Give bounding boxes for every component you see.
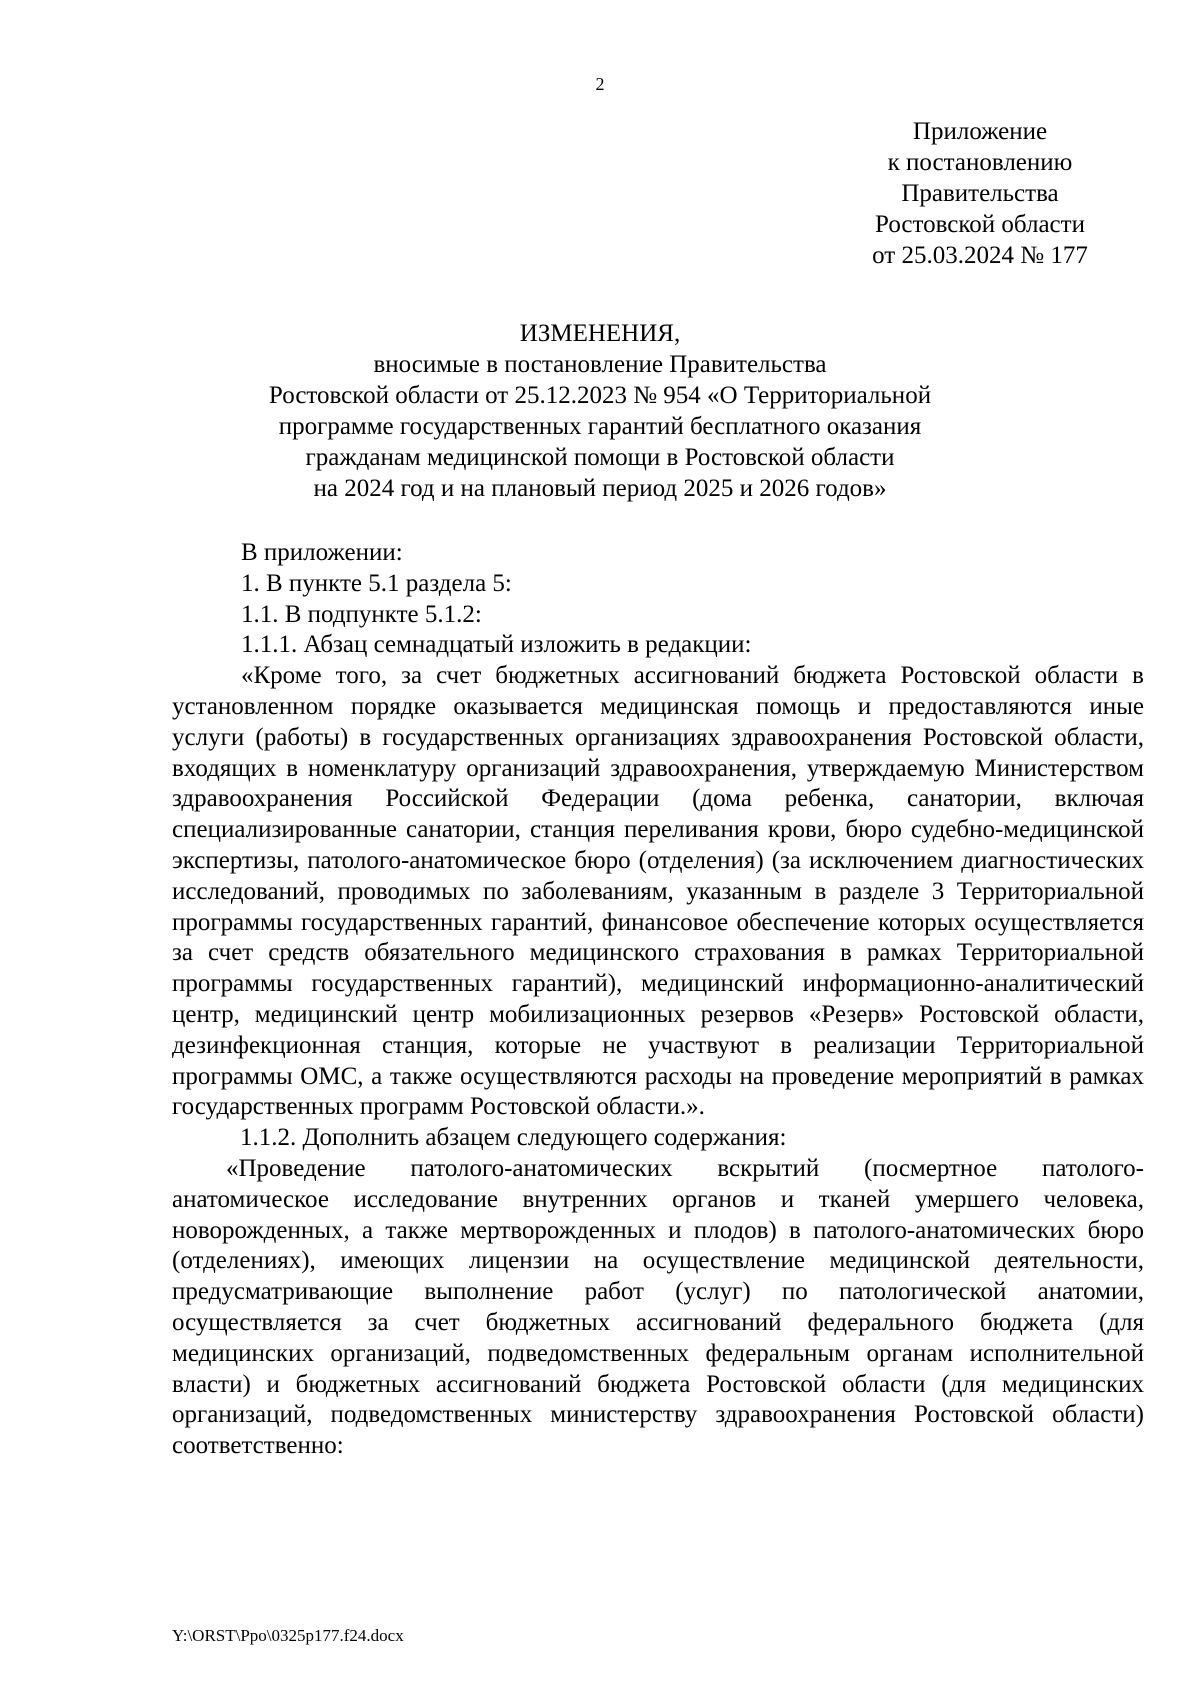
quoted-paragraph-2-text: «Проведение патолого-анатомических вскрытий (посмертное патолого-анатомическое исследование внутренних органов и тканей умершего человека, новорожденных, а также мертворожденных и плодов) в патолого-анатомических бюро (отделениях), имеющих лицензии на осуществление медицинской деятельности, предусматривающие выполнение работ (услуг) по патологической анатомии, осуществляется за счет бюджетных ассигнований федерального бюджета (для медицинских организаций, подведомственных федеральным органам исполнительной власти) и бюджетных ассигнований бюджета Ростовской области (для медицинских организаций, подведомственных министерству здравоохранения Ростовской области) соответственно: <box>172 1154 1144 1460</box>
quoted-paragraph-1 <box>172 661 1144 1123</box>
document-title <box>150 318 1050 504</box>
appendix-line: от 25.03.2024 № 177 <box>872 242 1088 269</box>
page-number: 2 <box>595 74 605 94</box>
item-1: 1. В пункте 5.1 раздела 5: <box>241 569 512 597</box>
file-path-footer: Y:\ORST\Ppo\0325p177.f24.docx <box>172 1626 404 1645</box>
title-line: гражданам медицинской помощи в Ростовской области <box>305 444 895 471</box>
item-1-1: 1.1. В подпункте 5.1.2: <box>241 600 482 628</box>
title-line: Ростовской области от 25.12.2023 № 954 «О Территориальной <box>268 382 932 409</box>
title-line: вносимые в постановление Правительства <box>373 351 827 378</box>
title-heading: ИЗМЕНЕНИЯ, <box>519 320 681 347</box>
title-line: программе государственных гарантий бесплатного оказания <box>278 413 922 440</box>
appendix-line: Правительства <box>901 180 1059 207</box>
document-body <box>172 538 1144 1462</box>
appendix-line: к постановлению <box>887 149 1073 176</box>
quoted-paragraph-2 <box>172 1154 1144 1462</box>
appendix-line: Ростовской области <box>875 211 1085 238</box>
item-1-1-1: 1.1.1. Абзац семнадцатый изложить в редакции: <box>241 631 752 659</box>
title-line: на 2024 год и на плановый период 2025 и 2026 годов» <box>313 475 887 502</box>
item-1-1-2: 1.1.2. Дополнить абзацем следующего содержания: <box>240 1124 787 1152</box>
appendix-block <box>800 116 1160 271</box>
quoted-paragraph-1-text: «Кроме того, за счет бюджетных ассигнований бюджета Ростовской области в установленном порядке оказывается медицинская помощь и предоставляются иные услуги (работы) в государственных организациях здравоохранения Ростовской области, входящих в номенклатуру организаций здравоохранения, утверждаемую Министерством здравоохранения Российской Федерации (дома ребенка, санатории, включая специализированные санатории, станция переливания крови, бюро судебно-медицинской экспертизы, патолого-анатомическое бюро (отделения) (за исключением диагностических исследований, проводимых по заболеваниям, указанным в разделе 3 Территориальной программы государственных гарантий, финансовое обеспечение которых осуществляется за счет средств обязательного медицинского страхования в рамках Территориальной программы государственных гарантий), медицинский информационно-аналитический центр, медицинский центр мобилизационных резервов «Резерв» Ростовской области, дезинфекционная станция, которые не участвуют в реализации Территориальной программы ОМС, а также осуществляются расходы на проведение мероприятий в рамках государственных программ Ростовской области.». <box>172 662 1144 1121</box>
intro-text: В приложении: <box>241 539 403 566</box>
appendix-line: Приложение <box>912 118 1048 145</box>
